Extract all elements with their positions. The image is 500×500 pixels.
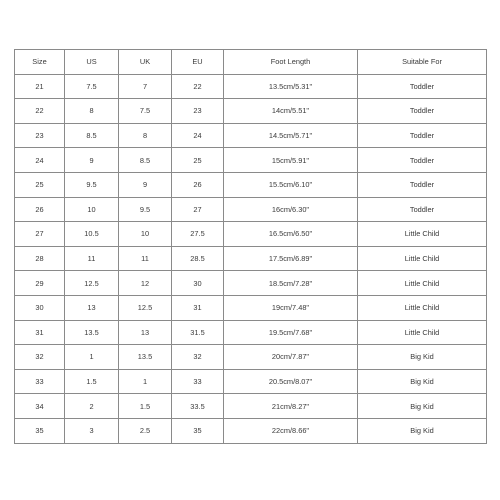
uk-cell: 12.5 — [119, 295, 172, 320]
size-cell: 25 — [15, 172, 65, 197]
eu-cell: 27.5 — [172, 222, 224, 247]
header-suitable-for: Suitable For — [358, 50, 487, 75]
us-cell: 8 — [65, 99, 119, 124]
suitable-for-cell: Big Kid — [358, 394, 487, 419]
size-chart-table — [14, 49, 487, 444]
eu-cell: 28.5 — [172, 246, 224, 271]
suitable-for-cell: Little Child — [358, 295, 487, 320]
uk-cell: 7 — [119, 74, 172, 99]
table-row — [15, 172, 487, 197]
foot-length-cell: 18.5cm/7.28" — [224, 271, 358, 296]
header-us: US — [65, 50, 119, 75]
suitable-for-cell: Little Child — [358, 320, 487, 345]
foot-length-cell: 17.5cm/6.89" — [224, 246, 358, 271]
suitable-for-cell: Toddler — [358, 74, 487, 99]
eu-cell: 23 — [172, 99, 224, 124]
table-row — [15, 99, 487, 124]
table-body — [15, 74, 487, 443]
us-cell: 7.5 — [65, 74, 119, 99]
table-row — [15, 345, 487, 370]
us-cell: 9.5 — [65, 172, 119, 197]
size-cell: 34 — [15, 394, 65, 419]
uk-cell: 1 — [119, 369, 172, 394]
us-cell: 3 — [65, 418, 119, 443]
table-row — [15, 271, 487, 296]
header-eu: EU — [172, 50, 224, 75]
foot-length-cell: 20.5cm/8.07" — [224, 369, 358, 394]
suitable-for-cell: Toddler — [358, 123, 487, 148]
eu-cell: 35 — [172, 418, 224, 443]
foot-length-cell: 20cm/7.87" — [224, 345, 358, 370]
header-size: Size — [15, 50, 65, 75]
uk-cell: 1.5 — [119, 394, 172, 419]
us-cell: 10.5 — [65, 222, 119, 247]
suitable-for-cell: Toddler — [358, 99, 487, 124]
us-cell: 1 — [65, 345, 119, 370]
eu-cell: 27 — [172, 197, 224, 222]
uk-cell: 13 — [119, 320, 172, 345]
size-cell: 33 — [15, 369, 65, 394]
size-cell: 21 — [15, 74, 65, 99]
size-cell: 29 — [15, 271, 65, 296]
foot-length-cell: 14cm/5.51" — [224, 99, 358, 124]
table-row — [15, 369, 487, 394]
table-row — [15, 148, 487, 173]
us-cell: 9 — [65, 148, 119, 173]
size-cell: 35 — [15, 418, 65, 443]
us-cell: 12.5 — [65, 271, 119, 296]
eu-cell: 22 — [172, 74, 224, 99]
header-foot-length: Foot Length — [224, 50, 358, 75]
size-cell: 22 — [15, 99, 65, 124]
eu-cell: 30 — [172, 271, 224, 296]
size-cell: 32 — [15, 345, 65, 370]
foot-length-cell: 13.5cm/5.31" — [224, 74, 358, 99]
uk-cell: 12 — [119, 271, 172, 296]
size-cell: 23 — [15, 123, 65, 148]
uk-cell: 8.5 — [119, 148, 172, 173]
uk-cell: 9 — [119, 172, 172, 197]
foot-length-cell: 19cm/7.48" — [224, 295, 358, 320]
uk-cell: 10 — [119, 222, 172, 247]
size-cell: 30 — [15, 295, 65, 320]
us-cell: 13 — [65, 295, 119, 320]
size-cell: 28 — [15, 246, 65, 271]
table-row — [15, 320, 487, 345]
size-cell: 27 — [15, 222, 65, 247]
suitable-for-cell: Big Kid — [358, 345, 487, 370]
table-row — [15, 197, 487, 222]
suitable-for-cell: Toddler — [358, 148, 487, 173]
foot-length-cell: 14.5cm/5.71" — [224, 123, 358, 148]
eu-cell: 33 — [172, 369, 224, 394]
uk-cell: 2.5 — [119, 418, 172, 443]
foot-length-cell: 22cm/8.66" — [224, 418, 358, 443]
table-row — [15, 418, 487, 443]
foot-length-cell: 15cm/5.91" — [224, 148, 358, 173]
foot-length-cell: 16.5cm/6.50" — [224, 222, 358, 247]
table-row — [15, 246, 487, 271]
size-cell: 24 — [15, 148, 65, 173]
us-cell: 1.5 — [65, 369, 119, 394]
us-cell: 10 — [65, 197, 119, 222]
uk-cell: 7.5 — [119, 99, 172, 124]
suitable-for-cell: Little Child — [358, 246, 487, 271]
foot-length-cell: 19.5cm/7.68" — [224, 320, 358, 345]
eu-cell: 33.5 — [172, 394, 224, 419]
eu-cell: 24 — [172, 123, 224, 148]
foot-length-cell: 16cm/6.30" — [224, 197, 358, 222]
foot-length-cell: 15.5cm/6.10" — [224, 172, 358, 197]
us-cell: 8.5 — [65, 123, 119, 148]
us-cell: 11 — [65, 246, 119, 271]
header-uk: UK — [119, 50, 172, 75]
table-row — [15, 394, 487, 419]
us-cell: 13.5 — [65, 320, 119, 345]
header-row — [15, 50, 487, 75]
suitable-for-cell: Big Kid — [358, 418, 487, 443]
uk-cell: 8 — [119, 123, 172, 148]
eu-cell: 31.5 — [172, 320, 224, 345]
suitable-for-cell: Toddler — [358, 197, 487, 222]
uk-cell: 13.5 — [119, 345, 172, 370]
size-cell: 26 — [15, 197, 65, 222]
table-row — [15, 74, 487, 99]
suitable-for-cell: Little Child — [358, 222, 487, 247]
us-cell: 2 — [65, 394, 119, 419]
uk-cell: 11 — [119, 246, 172, 271]
suitable-for-cell: Toddler — [358, 172, 487, 197]
table-row — [15, 295, 487, 320]
table-row — [15, 222, 487, 247]
eu-cell: 32 — [172, 345, 224, 370]
suitable-for-cell: Big Kid — [358, 369, 487, 394]
eu-cell: 31 — [172, 295, 224, 320]
table-row — [15, 123, 487, 148]
eu-cell: 25 — [172, 148, 224, 173]
uk-cell: 9.5 — [119, 197, 172, 222]
size-cell: 31 — [15, 320, 65, 345]
suitable-for-cell: Little Child — [358, 271, 487, 296]
eu-cell: 26 — [172, 172, 224, 197]
foot-length-cell: 21cm/8.27" — [224, 394, 358, 419]
